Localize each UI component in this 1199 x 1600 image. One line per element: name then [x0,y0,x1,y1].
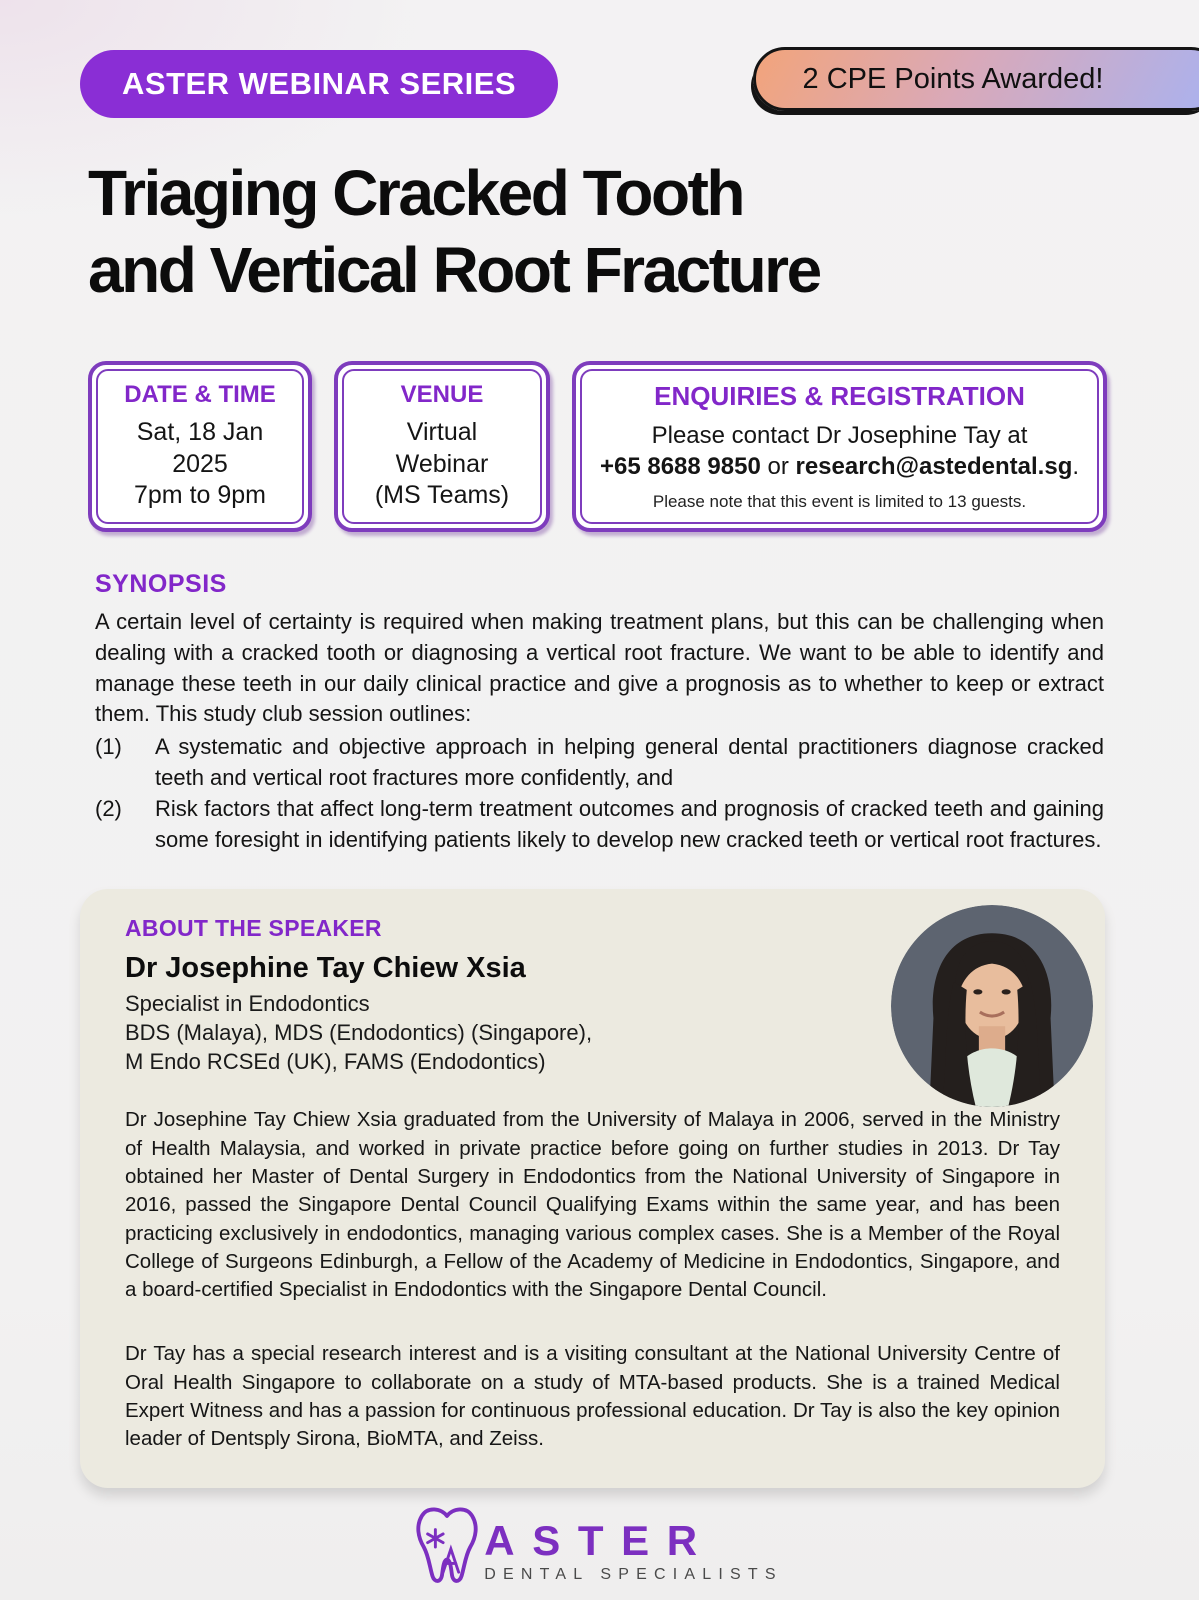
enquiries-box [572,361,1107,532]
synopsis-section [95,570,1104,855]
contact-line: Please contact Dr Josephine Tay at [651,421,1028,449]
speaker-credentials-line1: BDS (Malaya), MDS (Endodontics) (Singapore), [125,1020,593,1046]
synopsis-paragraph: A certain level of certainty is required when making treatment plans, but this can be challenging when dealing with a cracked tooth or diagnosing a vertical root fracture. We want to be able to identify and manage these teeth in our daily clinical practice and give a prognosis as to whether to keep or extract them. This study club session outlines: [95,608,1104,727]
info-box-row [88,361,1107,532]
speaker-credentials-line2: M Endo RCSEd (UK), FAMS (Endodontics) [125,1049,546,1075]
date-time-heading: DATE & TIME [124,381,276,409]
page-title-line2: and Vertical Root Fracture [88,233,820,306]
synopsis-item-2-number: (2) [95,795,122,821]
synopsis-list [95,732,1104,855]
period-text: . [1072,452,1080,480]
contact-details-line [598,451,1081,482]
series-badge: ASTER WEBINAR SERIES [80,50,558,118]
or-text: or [760,452,796,480]
venue-box [334,361,550,532]
speaker-portrait-illustration [891,905,1093,1107]
synopsis-item-1 [95,732,1104,794]
speaker-photo [891,905,1093,1107]
speaker-name: Dr Josephine Tay Chiew Xsia [125,952,526,985]
email-address: research@astedental.sg [795,452,1073,480]
enquiries-box-inner [580,369,1099,524]
speaker-bio-paragraph-2: Dr Tay has a special research interest and is a visiting consultant at the National University Centre of Oral Health Singapore to collaborate on a study of MTA-based products. She is a trained Medical Expert Witness and has a passion for continuous professional education. Dr Tay is also the key opinion leader of Dentsply Sirona, BioMTA, and Zeiss. [125,1342,1060,1451]
tooth-logo-icon [416,1506,478,1588]
date-time-box-inner [96,369,304,524]
clinic-logo [416,1506,783,1588]
guest-limit-note: Please note that this event is limited to 13 guests. [652,491,1027,511]
clinic-logo-text [484,1516,783,1588]
synopsis-item-1-number: (1) [95,734,122,760]
synopsis-item-2-text: Risk factors that affect long-term treatment outcomes and prognosis of cracked teeth and gaining some foresight in identifying patients likely to develop new cracked teeth or vertical root fractures. [155,795,1104,852]
date-value: Sat, 18 Jan 2025 [136,418,264,478]
synopsis-heading: SYNOPSIS [95,569,227,598]
cpe-points-badge: 2 CPE Points Awarded! [753,47,1199,111]
page-title [88,155,1159,309]
speaker-section-heading: ABOUT THE SPEAKER [125,915,382,942]
speaker-role: Specialist in Endodontics [125,991,370,1017]
venue-box-inner [342,369,542,524]
page-title-line1: Triaging Cracked Tooth [88,157,743,229]
synopsis-item-2 [95,794,1104,856]
enquiries-heading: ENQUIRIES & REGISTRATION [654,380,1025,411]
speaker-bio-paragraph-1: Dr Josephine Tay Chiew Xsia graduated from the University of Malaya in 2006, served in the Ministry of Health Malaysia, and worked in private practice before going on further studies in 2013. Dr Tay obtained her Master of Dental Surgery in Endodontics from the National University of Singapore in 2016, passed the Singapore Dental Council Qualifying Exams within the same year, and has been practicing exclusively in endodontics, managing various complex cases. She is a Member of the Royal College of Surgeons Edinburgh, a Fellow of the Academy of Medicine in Endodontics, Singapore, and a board-certified Specialist in Endodontics with the Singapore Dental Council. [125,1108,1060,1302]
phone-number: +65 8688 9850 [599,452,761,480]
clinic-name: ASTER [484,1516,715,1564]
venue-heading: VENUE [400,381,484,409]
time-value: 7pm to 9pm [133,480,266,509]
footer [0,1506,1199,1600]
synopsis-item-1-text: A systematic and objective approach in helping general dental practitioners diagnose cracked teeth and vertical root fractures more confidently, and [155,734,1104,790]
clinic-subtitle: DENTAL SPECIALISTS [484,1565,783,1583]
date-time-box [88,361,312,532]
venue-value-line1: Virtual Webinar [395,418,489,478]
speaker-card [80,889,1105,1487]
venue-value-line2: (MS Teams) [374,480,510,509]
